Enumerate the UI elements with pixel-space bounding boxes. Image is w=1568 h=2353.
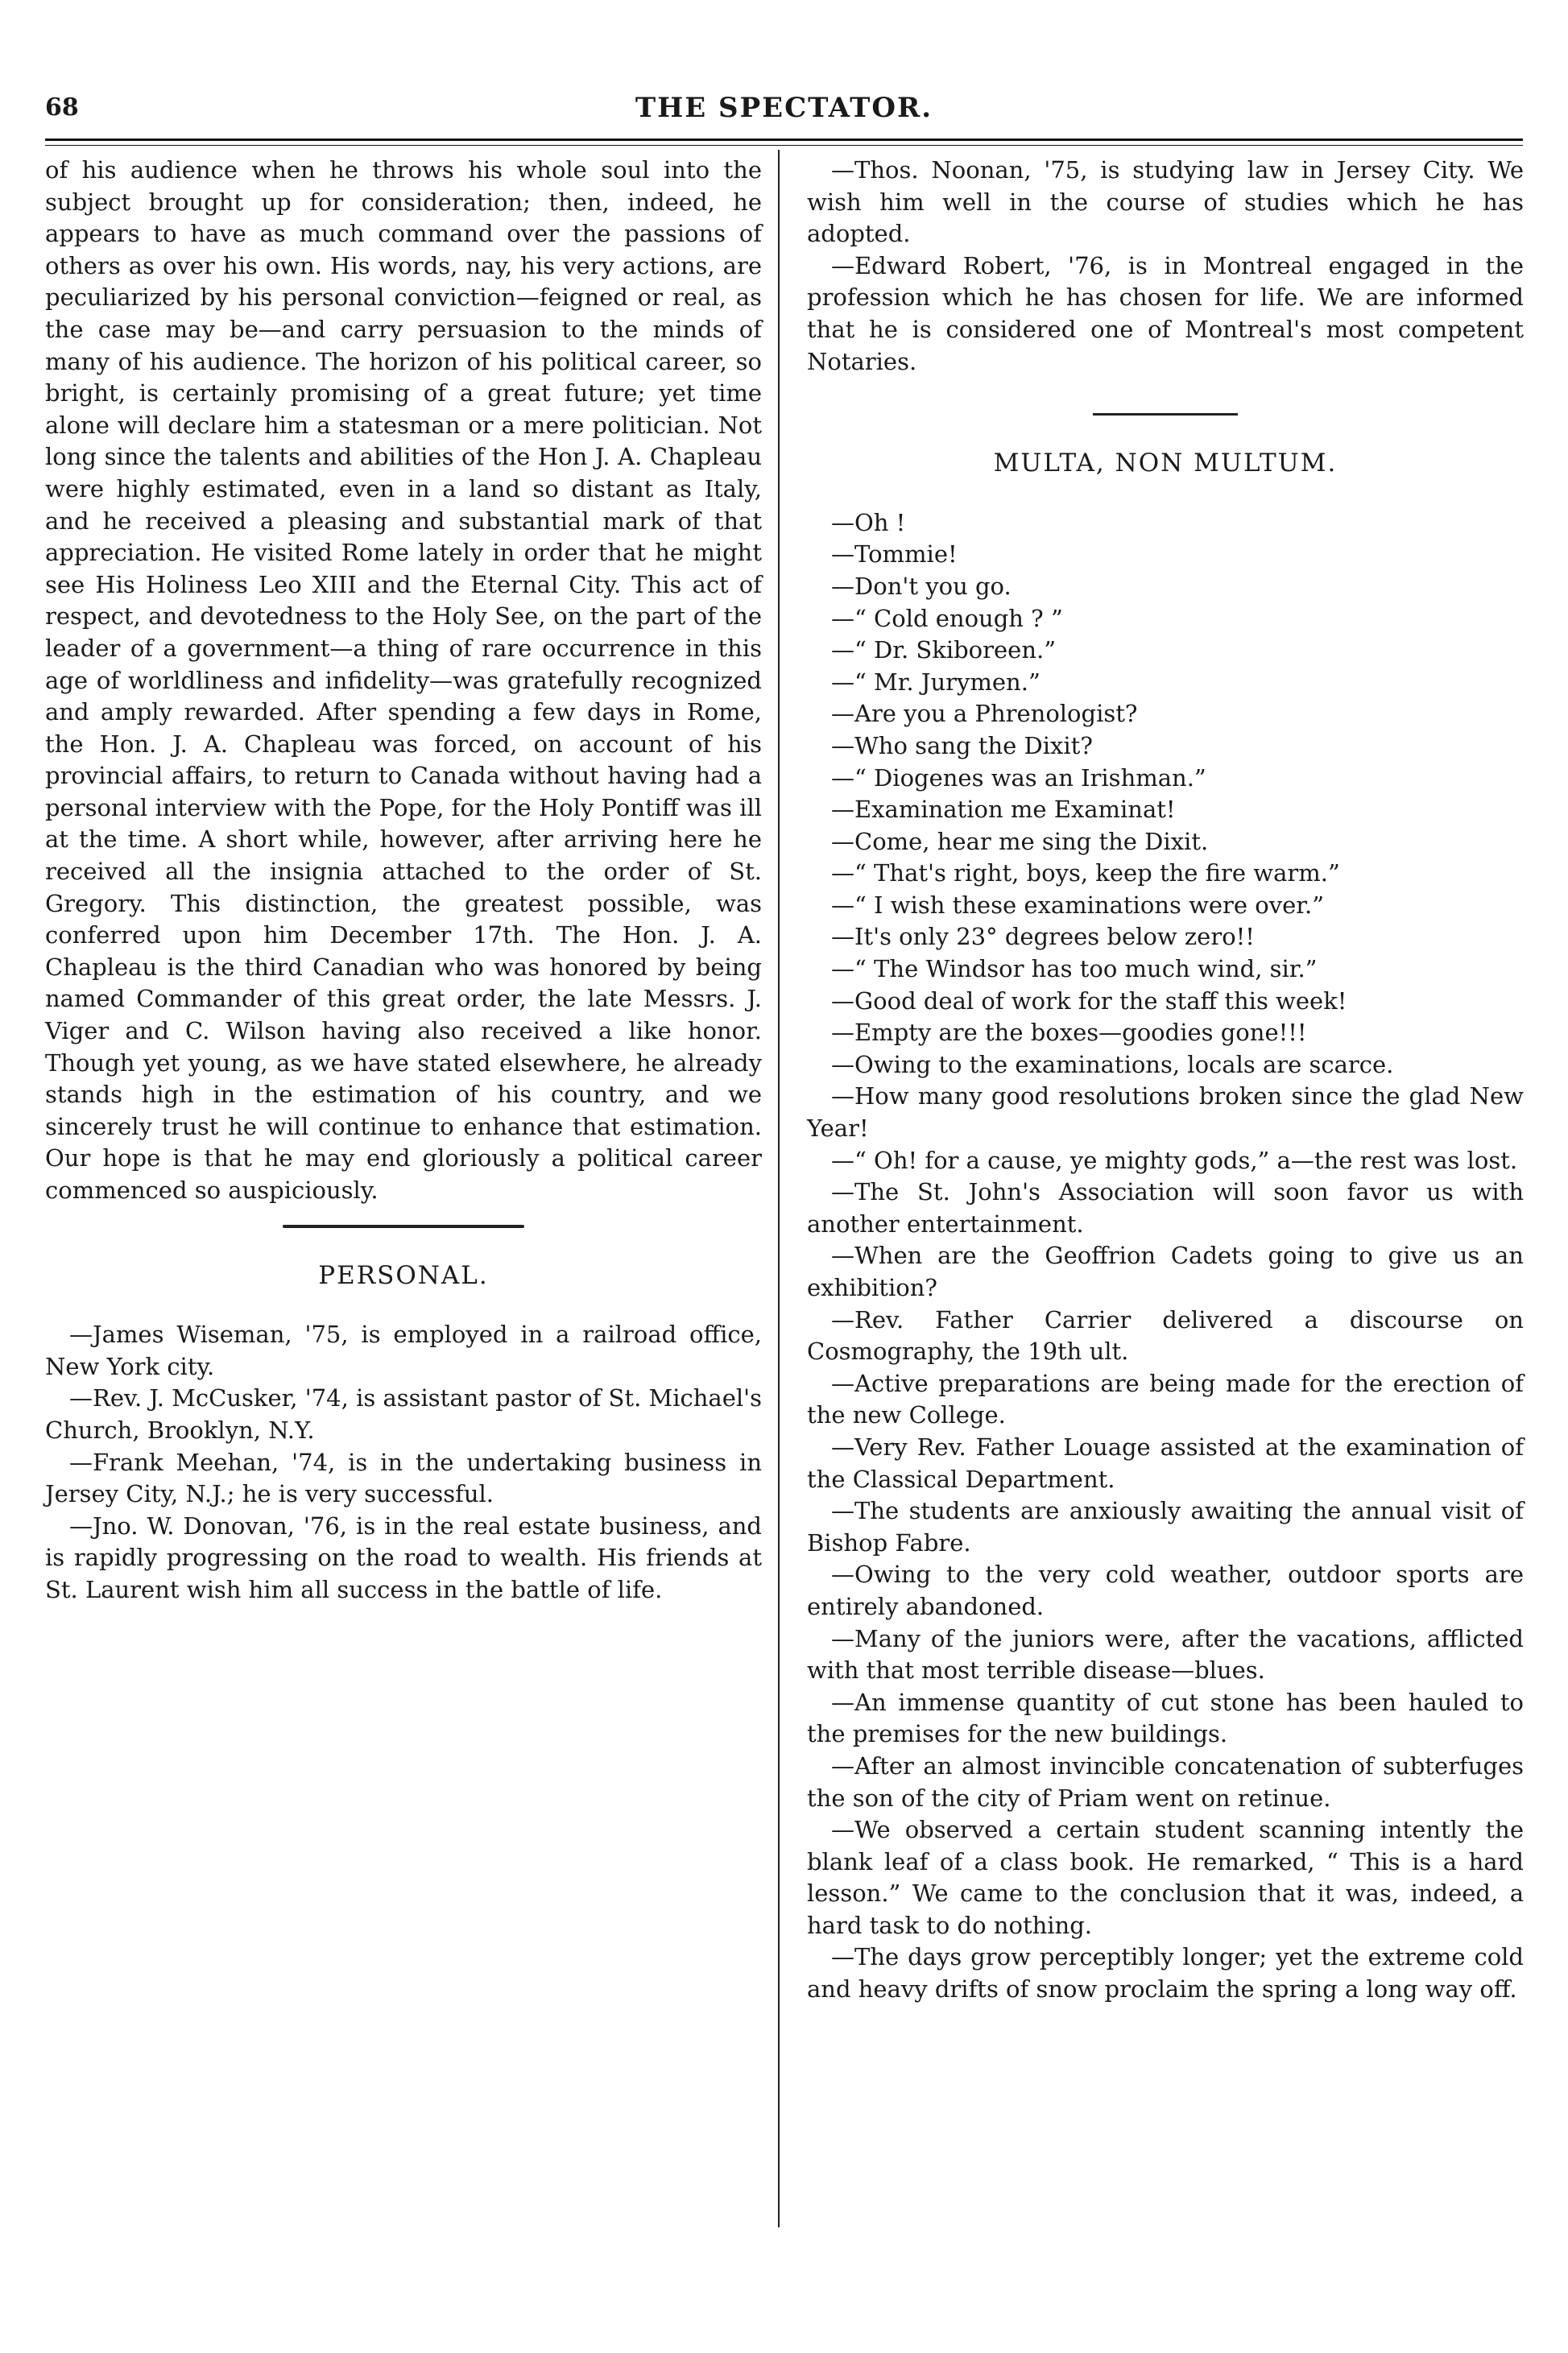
multa-item: —“ Cold enough ? ” — [831, 604, 1063, 632]
section-separator-rule — [283, 1225, 524, 1228]
personal-item: —Frank Meehan, '74, is in the undertaking business in Jersey City, N.J.; he is very successful. — [45, 1448, 762, 1508]
multa-item: —Many of the juniors were, after the vacations, afflicted with that most terrible disease—blues. — [807, 1624, 1524, 1685]
personal-item: —Thos. Noonan, '75, is studying law in Jersey City. We wish him well in the course of studies which he has adopted. — [807, 156, 1524, 248]
article-continuation: of his audience when he throws his whole soul into the subject brought up for consideration; then, indeed, he appears to have as much command over the passions of others as over his own. His words, nay, his very actions, are peculiarized by his personal conviction—feigned or real, as the case may be—and carry persuasion to the minds of many of his audience. The horizon of his political career, so bright, is certainly promising of a great future; yet time alone will declare him a statesman or a mere politician. Not long since the talents and abilities of the Hon J. A. Chapleau were highly estimated, even in a land so distant as Italy, and he received a pleasing and substantial mark of that appreciation. He visited Rome lately in order that he might see His Holiness Leo XIII and the Eternal City. This act of respect, and devotedness to the Holy See, on the part of the leader of a government—a thing of rare occurrence in this age of worldliness and infidelity—was gratefully recognized and amply rewarded. After spending a few days in Rome, the Hon. J. A. Chapleau was forced, on account of his provincial affairs, to return to Canada without having had a personal interview with the Pope, for the Holy Pontiff was ill at the time. A short while, however, after arriving here he received all the insignia attached to the order of St. Gregory. This distinction, the greatest possible, was conferred upon him December 17th. The Hon. J. A. Chapleau is the third Canadian who was honored by being named Commander of this great order, the late Messrs. J. Viger and C. Wilson having also received a like honor. Though yet young, as we have stated elsewhere, he already stands high in the estimation of his country, and we sincerely trust he will continue to enhance that estimation. Our hope is that he may end gloriously a political career commenced so auspiciously. — [45, 156, 762, 1204]
multa-item: —Owing to the very cold weather, outdoor sports are entirely abandoned. — [807, 1561, 1524, 1620]
multa-item: —An immense quantity of cut stone has been hauled to the premises for the new buildings. — [807, 1688, 1524, 1748]
multa-item: —“ Oh! for a cause, ye mighty gods,” a—the rest was lost. — [831, 1146, 1518, 1174]
personal-item: —James Wiseman, '75, is employed in a railroad office, New York city. — [45, 1321, 762, 1380]
multa-item: —It's only 23° degrees below zero!! — [831, 923, 1255, 951]
header-double-rule — [45, 139, 1523, 146]
multa-item: —Oh ! — [831, 508, 906, 536]
multa-item: —Very Rev. Father Louage assisted at the examination of the Classical Department. — [807, 1433, 1524, 1493]
column-divider — [778, 150, 780, 2227]
multa-item: —“ Mr. Jurymen.” — [831, 668, 1041, 696]
multa-item: —Examination me Examinat! — [831, 796, 1176, 824]
right-column — [807, 155, 1524, 2006]
personal-item: —Jno. W. Donovan, '76, is in the real estate business, and is rapidly progressing on the road to wealth. His friends at St. Laurent wish him all success in the battle of life. — [45, 1511, 762, 1603]
multa-item: —The St. John's Association will soon favor us with another entertainment. — [807, 1178, 1524, 1238]
multa-item: —Tommie! — [831, 540, 958, 569]
page-header — [45, 89, 1523, 134]
left-column — [45, 155, 762, 1607]
multa-item: —“ Diogenes was an Irishman.” — [831, 763, 1206, 792]
multa-item: —Rev. Father Carrier delivered a discourse on Cosmography, the 19th ult. — [807, 1305, 1524, 1366]
section-title-multa: MULTA, NON MULTUM. — [993, 449, 1338, 478]
running-head: THE SPECTATOR. — [635, 92, 933, 124]
multa-item: —After an almost invincible concatenation of subterfuges the son of the city of Priam went on retinue. — [807, 1751, 1524, 1812]
multa-item: —How many good resolutions broken since the glad New Year! — [807, 1082, 1524, 1143]
multa-items — [807, 507, 1524, 2006]
multa-item: —“ That's right, boys, keep the fire warm.” — [831, 859, 1340, 887]
page-number: 68 — [45, 93, 79, 122]
multa-item: —Come, hear me sing the Dixit. — [831, 827, 1209, 855]
personal-item: —Rev. J. McCusker, '74, is assistant pastor of St. Michael's Church, Brooklyn, N.Y. — [45, 1384, 762, 1444]
multa-item: —“ The Windsor has too much wind, sir.” — [831, 955, 1318, 983]
multa-item: —Empty are the boxes—goodies gone!!! — [831, 1019, 1307, 1047]
multa-item: —When are the Geoffrion Cadets going to give us an exhibition? — [807, 1242, 1524, 1301]
multa-item: —We observed a certain student scanning intently the blank leaf of a class book. He remarked, “ This is a hard lesson.” We came to the conclusion that it was, indeed, a hard task to do nothing. — [807, 1816, 1524, 1939]
multa-item: —Owing to the examinations, locals are scarce. — [831, 1050, 1394, 1078]
section-separator-rule — [1093, 413, 1238, 416]
multa-item: —Are you a Phrenologist? — [831, 700, 1138, 728]
multa-item: —“ I wish these examinations were over.” — [831, 891, 1325, 919]
section-title-personal: PERSONAL. — [318, 1260, 489, 1290]
multa-item: —“ Dr. Skiboreen.” — [831, 636, 1057, 664]
multa-item: —Who sang the Dixit? — [831, 731, 1093, 759]
multa-item: —Don't you go. — [831, 572, 1012, 600]
multa-item: —Active preparations are being made for the erection of the new College. — [807, 1369, 1524, 1429]
multa-item: —Good deal of work for the staff this week! — [831, 986, 1347, 1015]
multa-item: —The days grow perceptibly longer; yet the extreme cold and heavy drifts of snow proclaim the spring a long way off. — [807, 1943, 1524, 2004]
multa-item: —The students are anxiously awaiting the annual visit of Bishop Fabre. — [807, 1497, 1524, 1557]
personal-item: —Edward Robert, '76, is in Montreal engaged in the profession which he has chosen for life. We are informed that he is considered one of Montreal's most competent Notaries. — [807, 251, 1524, 375]
